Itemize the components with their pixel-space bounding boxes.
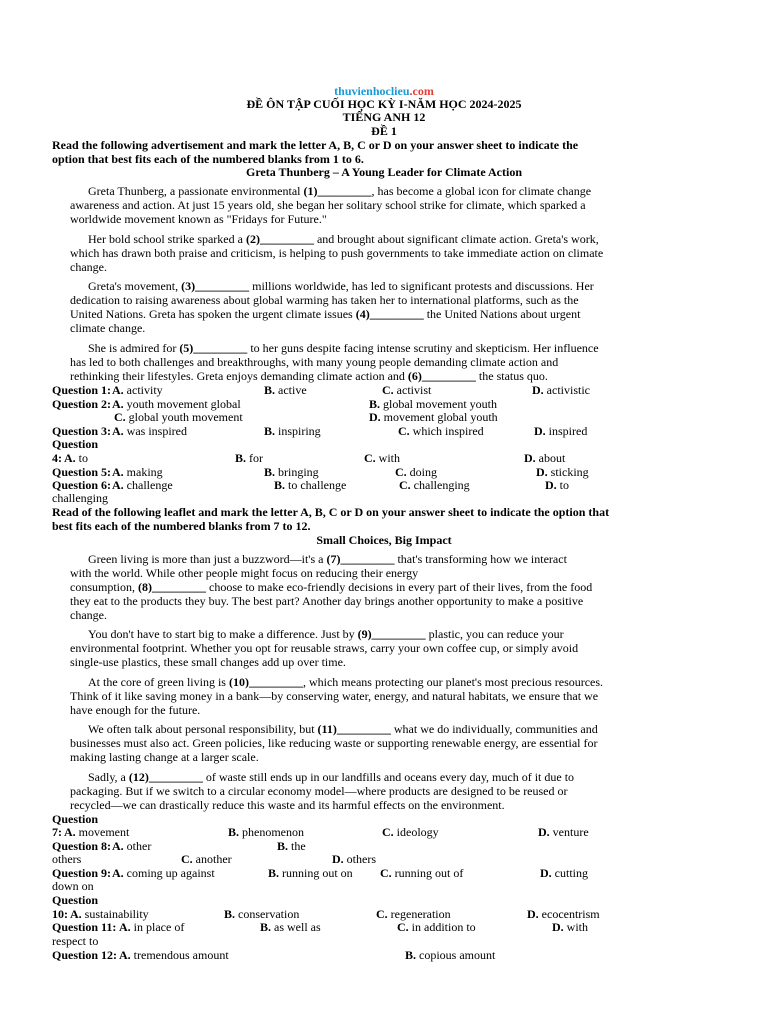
question-label: 4:	[52, 451, 62, 465]
part1-paragraph-4: She is admired for (5)_________ to her guns despite facing intense scrutiny and skepticism. Her influence has led to both challenges and breakthroughs, with many young people demanding climate action and rethinking their lifestyles. Greta enjoys demanding climate action and (6)_________ the status quo.	[70, 341, 599, 383]
option-d[interactable]: D. activistic	[532, 383, 590, 397]
option-b[interactable]: B. bringing	[264, 465, 319, 479]
option-b[interactable]: B. conservation	[224, 907, 300, 921]
option-b[interactable]: B. inspiring	[264, 424, 321, 438]
part2-paragraph-2: You don't have to start big to make a difference. Just by (9)_________ plastic, you can reduce your environmental footprint. Whether you opt for reusable straws, carry your own coffee cup, or simply avoid single-use plastics, these small changes add up over time.	[70, 627, 579, 669]
exam-number: ĐỀ 1	[371, 124, 397, 138]
option-a[interactable]: A. movement	[64, 825, 130, 839]
option-b[interactable]: B. the	[277, 839, 306, 853]
option-a[interactable]: A. other	[112, 839, 152, 853]
option-d[interactable]: D. others	[332, 852, 376, 866]
question-6-continuation: challenging	[52, 491, 108, 505]
option-a[interactable]: A. making	[112, 465, 163, 479]
question-4-label: Question	[52, 437, 99, 451]
option-d[interactable]: D. venture	[538, 825, 589, 839]
option-b[interactable]: B. for	[235, 451, 264, 465]
option-d[interactable]: D. ecocentrism	[527, 907, 600, 921]
question-label: Question 12:	[52, 948, 118, 962]
option-b[interactable]: B. running out on	[268, 866, 353, 880]
question-4	[52, 451, 612, 465]
part1-paragraph-3: Greta's movement, (3)_________ millions worldwide, has led to significant protests and discussions. Her dedication to raising awareness about global warming has taken her to international platforms, such as the United Nations. Greta has spoken the urgent climate issues (4)_________ the United Nations about urgent climate change.	[70, 279, 594, 335]
option-d[interactable]: D. sticking	[536, 465, 589, 479]
option-a[interactable]: A. activity	[112, 383, 163, 397]
question-2	[52, 397, 612, 411]
option-a[interactable]: A. coming up against	[112, 866, 215, 880]
option-a[interactable]: A. sustainability	[70, 907, 149, 921]
question-3	[52, 424, 612, 438]
question-11	[52, 920, 612, 934]
part2-paragraph-1: Green living is more than just a buzzword—it's a (7)_________ that's transforming how we interact with the world. While other people might focus on reducing their energy consumption, (8)_________ choose to make eco-friendly decisions in every part of their lives, from the food they eat to the products they buy. The best part? Another day brings another opportunity to make a positive change.	[70, 552, 593, 622]
site-watermark[interactable]: thuvienhoclieu.com	[334, 84, 434, 98]
question-label: Question 9:	[52, 866, 112, 880]
exam-subject: TIẾNG ANH 12	[342, 110, 426, 124]
option-c[interactable]: C. regeneration	[376, 907, 451, 921]
question-label: Question 11:	[52, 920, 117, 934]
option-a[interactable]: A. youth movement global	[112, 397, 241, 411]
option-a[interactable]: A. to	[64, 451, 89, 465]
part1-instruction: Read the following advertisement and mark the letter A, B, C or D on your answer sheet to indicate the option that best fits each of the numbered blanks from 1 to 6.	[52, 138, 579, 166]
part1-paragraph-2: Her bold school strike sparked a (2)_________ and brought about significant climate action. Greta's work, which has drawn both praise and criticism, is helping to push governments to take immediate action on climate change.	[70, 232, 604, 274]
question-label: Question 6:	[52, 478, 112, 492]
option-d[interactable]: D. to	[545, 478, 570, 492]
question-label: 7:	[52, 825, 62, 839]
part2-paragraph-4: We often talk about personal responsibility, but (11)_________ what we do individually, communities and businesses must also act. Green policies, like reducing waste or supporting renewable energy, are essential for making lasting change at a larger scale.	[70, 722, 598, 764]
option-a[interactable]: A. in place of	[119, 920, 185, 934]
option-c[interactable]: C. in addition to	[397, 920, 476, 934]
option-c[interactable]: C. doing	[395, 465, 438, 479]
exam-title: ĐỀ ÔN TẬP CUỐI HỌC KỲ I-NĂM HỌC 2024-2025	[246, 97, 522, 111]
question-label: Question 5:	[52, 465, 112, 479]
option-c[interactable]: C. global youth movement	[114, 410, 243, 424]
option-c[interactable]: C. with	[364, 451, 401, 465]
option-c[interactable]: C. ideology	[382, 825, 439, 839]
question-label: Question 3:	[52, 424, 112, 438]
option-c[interactable]: C. activist	[382, 383, 432, 397]
question-8-row-2: others C. another D. others	[52, 852, 376, 866]
option-c[interactable]: C. another	[181, 852, 232, 866]
option-a[interactable]: A. challenge	[112, 478, 173, 492]
option-d[interactable]: D. movement global youth	[369, 410, 498, 424]
question-6	[52, 478, 612, 492]
option-b[interactable]: B. copious amount	[405, 948, 496, 962]
option-b[interactable]: B. as well as	[260, 920, 321, 934]
part2-instruction: Read of the following leaflet and mark the letter A, B, C or D on your answer sheet to indicate the option that best fits each of the numbered blanks from 7 to 12.	[52, 505, 610, 533]
option-a[interactable]: A. was inspired	[112, 424, 187, 438]
part2-paragraph-3: At the core of green living is (10)_________, which means protecting our planet's most precious resources. Think of it like saving money in a bank—by conserving water, energy, and natural habitats, we ensure that we have enough for the future.	[70, 675, 604, 717]
question-7-label: Question	[52, 812, 99, 826]
question-9	[52, 866, 612, 880]
part2-paragraph-5: Sadly, a (12)_________ of waste still ends up in our landfills and oceans every day, much of it due to packaging. But if we switch to a circular economy model—where products are designed to be reused or recycled—we can drastically reduce this waste and its harmful effects on the environment.	[70, 770, 575, 812]
option-c[interactable]: C. challenging	[399, 478, 470, 492]
option-a[interactable]: A. tremendous amount	[119, 948, 229, 962]
question-11-continuation: respect to	[52, 934, 99, 948]
question-7	[52, 825, 612, 839]
option-b[interactable]: B. active	[264, 383, 307, 397]
option-d[interactable]: D. with	[552, 920, 589, 934]
question-10-label: Question	[52, 893, 99, 907]
question-label: 10:	[52, 907, 68, 921]
option-c[interactable]: C. which inspired	[398, 424, 484, 438]
option-d[interactable]: D. inspired	[534, 424, 588, 438]
option-d[interactable]: D. cutting	[540, 866, 588, 880]
option-d[interactable]: D. about	[524, 451, 566, 465]
part2-title: Small Choices, Big Impact	[316, 533, 452, 547]
part1-title: Greta Thunberg – A Young Leader for Climate Action	[245, 165, 522, 179]
part1-paragraph-1: Greta Thunberg, a passionate environmental (1)_________, has become a global icon for climate change awareness and action. At just 15 years old, she began her solitary school strike for climate, which sparked a worldwide movement known as "Fridays for Future."	[70, 184, 592, 226]
question-2-row-2	[52, 410, 612, 424]
question-5	[52, 465, 612, 479]
question-12	[52, 948, 612, 962]
option-b[interactable]: B. to challenge	[274, 478, 347, 492]
question-label: Question 1:	[52, 383, 112, 397]
option-c[interactable]: C. running out of	[380, 866, 464, 880]
question-10	[52, 907, 612, 921]
option-b[interactable]: B. global movement youth	[369, 397, 497, 411]
question-label: Question 2:	[52, 397, 112, 411]
option-b[interactable]: B. phenomenon	[228, 825, 305, 839]
question-1	[52, 383, 612, 397]
question-8	[52, 839, 612, 853]
question-9-continuation: down on	[52, 879, 94, 893]
question-label: Question 8:	[52, 839, 112, 853]
